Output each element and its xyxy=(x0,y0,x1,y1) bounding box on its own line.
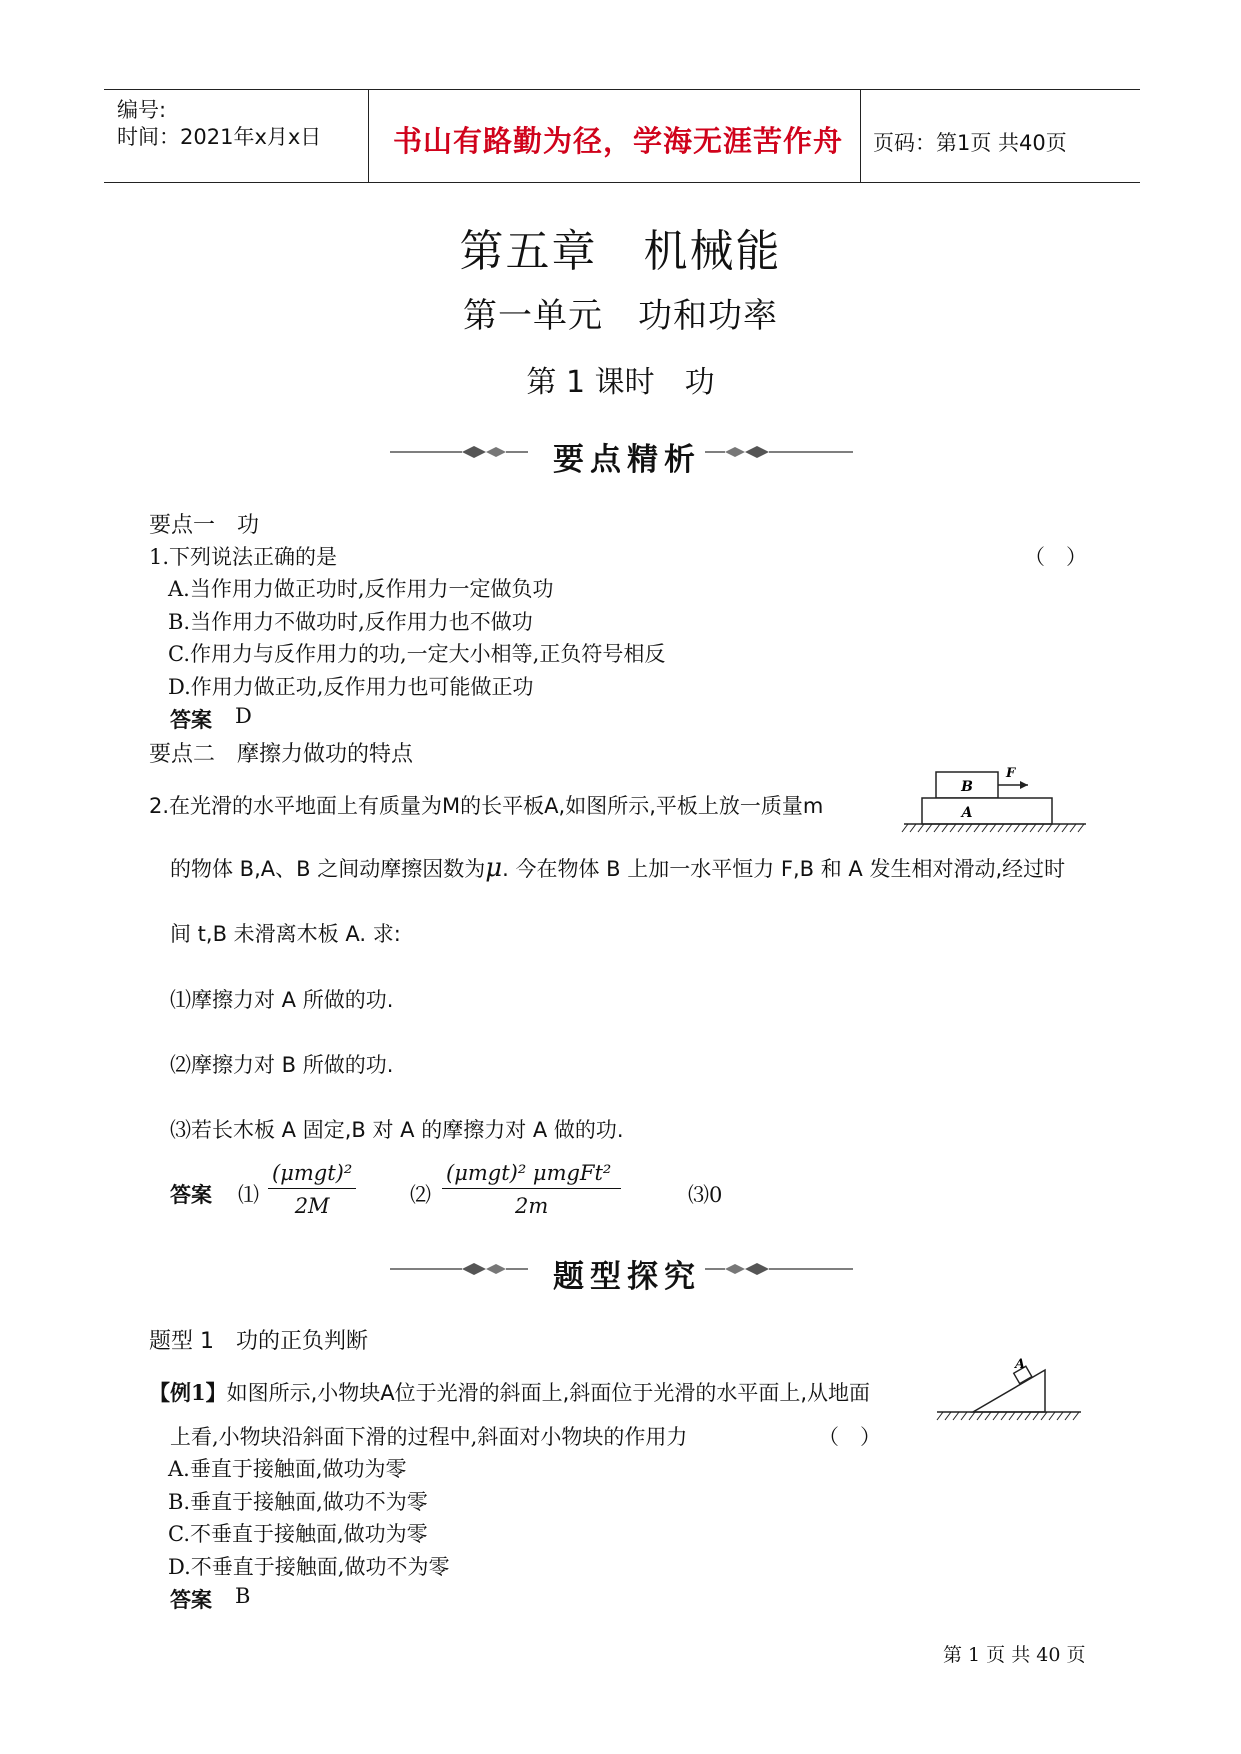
type1-heading: 题型 1 功的正负判断 xyxy=(149,1329,368,1354)
ornament-right-2 xyxy=(705,1257,855,1281)
q1-option-d: D.作用力做正功,反作用力也可能做正功 xyxy=(168,675,534,699)
example-option-a: A.垂直于接触面,做功为零 xyxy=(168,1457,407,1481)
q2-line2-b: . 今在物体 B 上加一水平恒力 F,B 和 A 发生相对滑动,经过时 xyxy=(502,857,1066,881)
serial-label: 编号: xyxy=(117,98,167,122)
q1-option-b: B.当作用力不做功时,反作用力也不做功 xyxy=(168,610,533,634)
incline-figure xyxy=(935,1350,1085,1430)
q2-sub2: ⑵摩擦力对 B 所做的功. xyxy=(170,1053,394,1077)
example-answer-value: B xyxy=(235,1584,251,1608)
ornament-left-2 xyxy=(390,1257,530,1281)
example-line1: 如图所示,小物块A位于光滑的斜面上,斜面位于光滑的水平面上,从地面 xyxy=(226,1381,871,1405)
q1-answer-value: D xyxy=(235,704,252,728)
q1-stem: 1.下列说法正确的是 xyxy=(149,545,338,569)
q1-answer-label: 答案 xyxy=(170,708,212,732)
q2-line3: 间 t,B 未滑离木板 A. 求: xyxy=(170,922,401,946)
block-a-label: A xyxy=(961,805,973,821)
point2-heading: 要点二 摩擦力做功的特点 xyxy=(149,742,414,767)
force-label: F xyxy=(1006,766,1016,781)
q2-ans1-denominator xyxy=(268,1189,356,1218)
mu-symbol: μ xyxy=(485,853,503,883)
q1-bracket: （ ） xyxy=(1024,545,1087,569)
header-top-rule xyxy=(104,89,1140,90)
q1-option-c: C.作用力与反作用力的功,一定大小相等,正负符号相反 xyxy=(168,642,666,666)
q2-answer-label: 答案 xyxy=(170,1183,212,1207)
example-tag: 【例1】 xyxy=(149,1380,227,1405)
section-problem-types: 题型探究 xyxy=(553,1259,701,1295)
footer-page: 第 1 页 共 40 页 xyxy=(943,1644,1086,1666)
q2-ans1-fraction xyxy=(268,1161,356,1218)
page-label: 页码：第1页 共40页 xyxy=(873,131,1067,155)
header-divider-right xyxy=(860,90,861,182)
q2-sub3: ⑶若长木板 A 固定,B 对 A 的摩擦力对 A 做的功. xyxy=(170,1118,624,1142)
example-line2: 上看,小物块沿斜面下滑的过程中,斜面对小物块的作用力 xyxy=(170,1425,688,1449)
section-key-points: 要点精析 xyxy=(553,442,701,478)
q2-ans2-fraction xyxy=(442,1161,621,1218)
example-option-d: D.不垂直于接触面,做功不为零 xyxy=(168,1555,450,1579)
ornament-left xyxy=(390,440,530,464)
q2-line2-a: 的物体 B,A、B 之间动摩擦因数为 xyxy=(170,857,486,881)
point1-heading: 要点一 功 xyxy=(149,513,260,538)
q2-ans3: ⑶0 xyxy=(688,1183,723,1207)
q2-ans2-label: ⑵ xyxy=(410,1183,431,1207)
time-label: 时间：2021年x月x日 xyxy=(117,125,322,149)
q2-ans2-denominator: 2m xyxy=(515,1194,549,1218)
block-b-label: B xyxy=(961,779,973,795)
example-option-b: B.垂直于接触面,做功不为零 xyxy=(168,1490,428,1514)
q2-sub1: ⑴摩擦力对 A 所做的功. xyxy=(170,988,394,1012)
header-bottom-rule xyxy=(104,182,1140,183)
q2-ans2-numerator: (μmgt)² μmgFt² xyxy=(442,1161,621,1189)
incline-block-label: A xyxy=(1015,1357,1026,1372)
q2-line1: 2.在光滑的水平地面上有质量为M的长平板A,如图所示,平板上放一质量m xyxy=(149,794,824,818)
q2-ans1-label: ⑴ xyxy=(238,1183,259,1207)
ornament-right xyxy=(705,440,855,464)
unit-title: 第一单元 功和功率 xyxy=(463,296,778,336)
header-divider-left xyxy=(368,90,369,182)
lesson-title: 第 1 课时 功 xyxy=(526,365,715,400)
motto: 书山有路勤为径，学海无涯苦作舟 xyxy=(393,124,844,158)
example-option-c: C.不垂直于接触面,做功为零 xyxy=(168,1522,428,1546)
q2-ans1-denominator-text: 2M xyxy=(294,1194,330,1218)
q1-option-a: A.当作用力做正功时,反作用力一定做负功 xyxy=(168,577,554,601)
example-bracket: （ ） xyxy=(818,1425,881,1449)
q2-ans1-numerator: (μmgt)² xyxy=(268,1161,356,1189)
example-answer-label: 答案 xyxy=(170,1588,212,1612)
blocks-figure xyxy=(900,760,1090,836)
chapter-title: 第五章 机械能 xyxy=(459,226,782,277)
